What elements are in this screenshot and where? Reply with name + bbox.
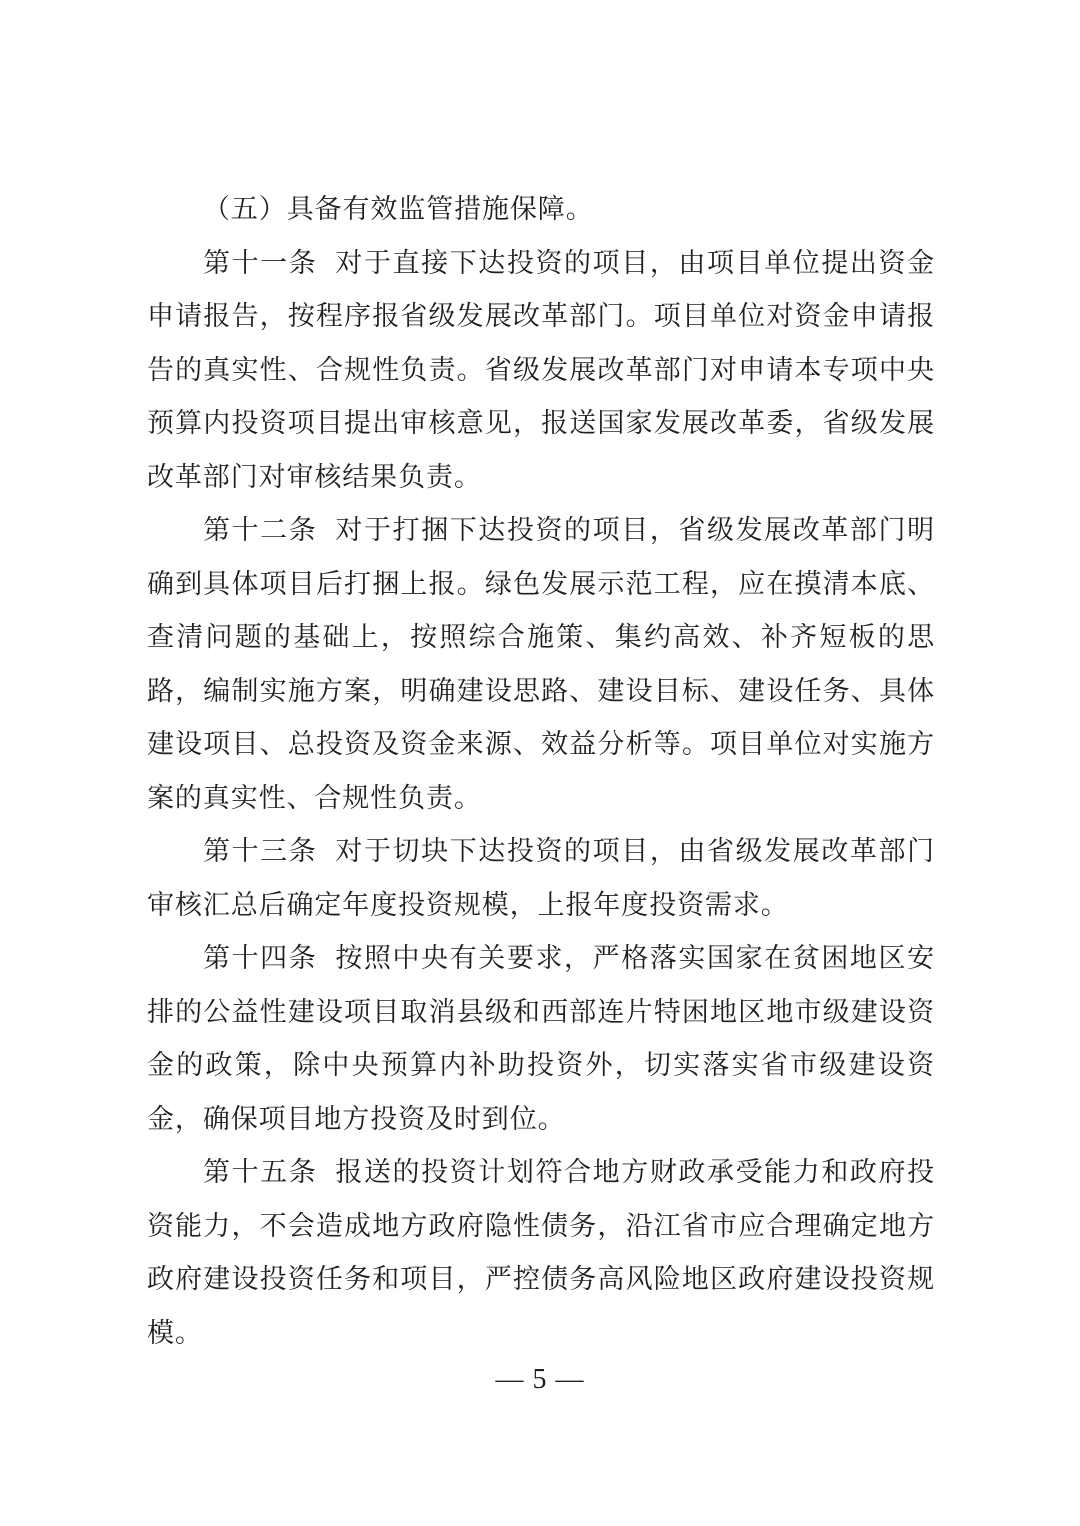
article-12: [147, 504, 935, 825]
document-body: [147, 183, 935, 1360]
article-13: [147, 825, 935, 932]
article-number: 第十二条: [203, 515, 318, 546]
article-number: 第十三条: [203, 836, 318, 867]
article-number: 第十五条: [203, 1157, 318, 1188]
page-number: — 5 —: [495, 1364, 585, 1395]
article-14: [147, 932, 935, 1146]
article-number: 第十四条: [203, 943, 318, 974]
paragraph-text: （五）具备有效监管措施保障。: [203, 194, 594, 225]
article-15: [147, 1146, 935, 1360]
article-11: [147, 237, 935, 505]
paragraph-item-5: [147, 183, 935, 237]
article-text: 对于直接下达投资的项目，由项目单位提出资金申请报告，按程序报省级发展改革部门。项目单位对资金申请报告的真实性、合规性负责。省级发展改革部门对申请本专项中央预算内投资项目提出审核意见，报送国家发展改革委，省级发展改革部门对审核结果负责。: [147, 247, 935, 493]
article-number: 第十一条: [203, 247, 318, 279]
article-text: 对于切块下达投资的项目，由省级发展改革部门审核汇总后确定年度投资规模，上报年度投资需求。: [147, 836, 935, 921]
article-text: 报送的投资计划符合地方财政承受能力和政府投资能力，不会造成地方政府隐性债务，沿江省市应合理确定地方政府建设投资任务和项目，严控债务高风险地区政府建设投资规模。: [147, 1157, 935, 1349]
article-text: 按照中央有关要求，严格落实国家在贫困地区安排的公益性建设项目取消县级和西部连片特困地区地市级建设资金的政策，除中央预算内补助投资外，切实落实省市级建设资金，确保项目地方投资及时到位。: [147, 943, 935, 1135]
article-text: 对于打捆下达投资的项目，省级发展改革部门明确到具体项目后打捆上报。绿色发展示范工程，应在摸清本底、查清问题的基础上，按照综合施策、集约高效、补齐短板的思路，编制实施方案，明确建设思路、建设目标、建设任务、具体建设项目、总投资及资金来源、效益分析等。项目单位对实施方案的真实性、合规性负责。: [147, 515, 935, 814]
